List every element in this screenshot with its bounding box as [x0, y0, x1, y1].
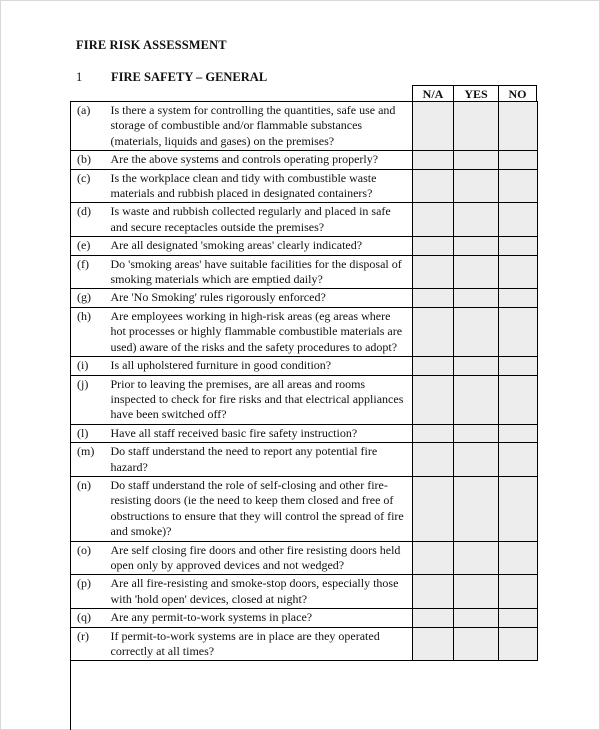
na-checkbox-cell[interactable] — [413, 575, 454, 609]
na-checkbox-cell[interactable] — [413, 307, 454, 356]
no-checkbox-cell[interactable] — [499, 627, 538, 661]
yes-checkbox-cell[interactable] — [454, 203, 499, 237]
row-letter: (e) — [71, 237, 111, 255]
table-row — [71, 169, 538, 203]
yes-checkbox-cell[interactable] — [454, 443, 499, 477]
table-row — [71, 151, 538, 169]
yes-checkbox-cell[interactable] — [454, 102, 499, 151]
row-question: Are the above systems and controls operating properly? — [111, 151, 413, 169]
yes-checkbox-cell[interactable] — [454, 375, 499, 424]
row-question: Are self closing fire doors and other fire resisting doors held open only by approved devices and not wedged? — [111, 541, 413, 575]
row-letter: (q) — [71, 609, 111, 627]
row-letter: (r) — [71, 627, 111, 661]
na-checkbox-cell[interactable] — [413, 289, 454, 307]
column-header-no: NO — [498, 85, 537, 102]
na-checkbox-cell[interactable] — [413, 476, 454, 541]
row-letter: (l) — [71, 424, 111, 442]
row-question: Prior to leaving the premises, are all areas and rooms inspected to check for fire risks and that electrical appliances have been switched off? — [111, 375, 413, 424]
row-question: Are employees working in high-risk areas (eg areas where hot processes or highly flammable combustible materials are used) aware of the risks and the safety procedures to adopt? — [111, 307, 413, 356]
yes-checkbox-cell[interactable] — [454, 575, 499, 609]
yes-checkbox-cell[interactable] — [454, 541, 499, 575]
na-checkbox-cell[interactable] — [413, 443, 454, 477]
no-checkbox-cell[interactable] — [499, 541, 538, 575]
row-letter: (c) — [71, 169, 111, 203]
checklist-table — [70, 101, 538, 661]
yes-checkbox-cell[interactable] — [454, 307, 499, 356]
row-question: Is waste and rubbish collected regularly and placed in safe and secure receptacles outside the premises? — [111, 203, 413, 237]
row-letter: (n) — [71, 476, 111, 541]
row-letter: (o) — [71, 541, 111, 575]
no-checkbox-cell[interactable] — [499, 237, 538, 255]
na-checkbox-cell[interactable] — [413, 255, 454, 289]
row-letter: (a) — [71, 102, 111, 151]
table-row — [71, 203, 538, 237]
yes-checkbox-cell[interactable] — [454, 476, 499, 541]
na-checkbox-cell[interactable] — [413, 151, 454, 169]
document-title: FIRE RISK ASSESSMENT — [76, 38, 227, 52]
table-row — [71, 627, 538, 661]
row-letter: (m) — [71, 443, 111, 477]
row-question: Do 'smoking areas' have suitable facilities for the disposal of smoking materials which are emptied daily? — [111, 255, 413, 289]
yes-checkbox-cell[interactable] — [454, 255, 499, 289]
na-checkbox-cell[interactable] — [413, 541, 454, 575]
row-question: Do staff understand the role of self-closing and other fire-resisting doors (ie the need to keep them closed and free of obstructions to ensure that they will control the spread of fire and smoke)? — [111, 476, 413, 541]
table-continuation-line — [70, 650, 72, 730]
no-checkbox-cell[interactable] — [499, 151, 538, 169]
row-question: Are all fire-resisting and smoke-stop doors, especially those with 'hold open' devices, closed at night? — [111, 575, 413, 609]
table-row — [71, 609, 538, 627]
no-checkbox-cell[interactable] — [499, 255, 538, 289]
row-letter: (j) — [71, 375, 111, 424]
no-checkbox-cell[interactable] — [499, 169, 538, 203]
section-title: FIRE SAFETY – GENERAL — [111, 70, 268, 84]
no-checkbox-cell[interactable] — [499, 609, 538, 627]
na-checkbox-cell[interactable] — [413, 609, 454, 627]
yes-checkbox-cell[interactable] — [454, 627, 499, 661]
no-checkbox-cell[interactable] — [499, 357, 538, 375]
no-checkbox-cell[interactable] — [499, 443, 538, 477]
yes-checkbox-cell[interactable] — [454, 357, 499, 375]
table-row — [71, 575, 538, 609]
row-question: Are all designated 'smoking areas' clearly indicated? — [111, 237, 413, 255]
row-letter: (i) — [71, 357, 111, 375]
no-checkbox-cell[interactable] — [499, 476, 538, 541]
row-letter: (d) — [71, 203, 111, 237]
no-checkbox-cell[interactable] — [499, 575, 538, 609]
table-row — [71, 102, 538, 151]
column-header-yes: YES — [453, 85, 498, 102]
na-checkbox-cell[interactable] — [413, 357, 454, 375]
yes-checkbox-cell[interactable] — [454, 289, 499, 307]
no-checkbox-cell[interactable] — [499, 289, 538, 307]
table-row — [71, 375, 538, 424]
yes-checkbox-cell[interactable] — [454, 237, 499, 255]
row-question: Is all upholstered furniture in good condition? — [111, 357, 413, 375]
yes-checkbox-cell[interactable] — [454, 424, 499, 442]
table-row — [71, 289, 538, 307]
na-checkbox-cell[interactable] — [413, 169, 454, 203]
table-row — [71, 237, 538, 255]
column-header-na: N/A — [412, 85, 453, 102]
row-letter: (h) — [71, 307, 111, 356]
row-letter: (f) — [71, 255, 111, 289]
na-checkbox-cell[interactable] — [413, 237, 454, 255]
row-question: Is the workplace clean and tidy with combustible waste materials and rubbish placed in designated containers? — [111, 169, 413, 203]
na-checkbox-cell[interactable] — [413, 102, 454, 151]
yes-checkbox-cell[interactable] — [454, 151, 499, 169]
row-letter: (b) — [71, 151, 111, 169]
row-question: Do staff understand the need to report any potential fire hazard? — [111, 443, 413, 477]
table-row — [71, 541, 538, 575]
no-checkbox-cell[interactable] — [499, 102, 538, 151]
row-letter: (g) — [71, 289, 111, 307]
na-checkbox-cell[interactable] — [413, 424, 454, 442]
row-question: Are 'No Smoking' rules rigorously enforced? — [111, 289, 413, 307]
na-checkbox-cell[interactable] — [413, 375, 454, 424]
row-question: Is there a system for controlling the quantities, safe use and storage of combustible and/or flammable substances (materials, liquids and gases) on the premises? — [111, 102, 413, 151]
table-row — [71, 255, 538, 289]
row-letter: (p) — [71, 575, 111, 609]
na-checkbox-cell[interactable] — [413, 203, 454, 237]
section-number: 1 — [76, 70, 83, 84]
yes-checkbox-cell[interactable] — [454, 609, 499, 627]
no-checkbox-cell[interactable] — [499, 203, 538, 237]
yes-checkbox-cell[interactable] — [454, 169, 499, 203]
row-question: Have all staff received basic fire safety instruction? — [111, 424, 413, 442]
table-row — [71, 424, 538, 442]
row-question: If permit-to-work systems are in place are they operated correctly at all times? — [111, 627, 413, 661]
table-row — [71, 357, 538, 375]
row-question: Are any permit-to-work systems in place? — [111, 609, 413, 627]
no-checkbox-cell[interactable] — [499, 424, 538, 442]
no-checkbox-cell[interactable] — [499, 307, 538, 356]
table-row — [71, 476, 538, 541]
table-row — [71, 307, 538, 356]
na-checkbox-cell[interactable] — [413, 627, 454, 661]
table-row — [71, 443, 538, 477]
no-checkbox-cell[interactable] — [499, 375, 538, 424]
